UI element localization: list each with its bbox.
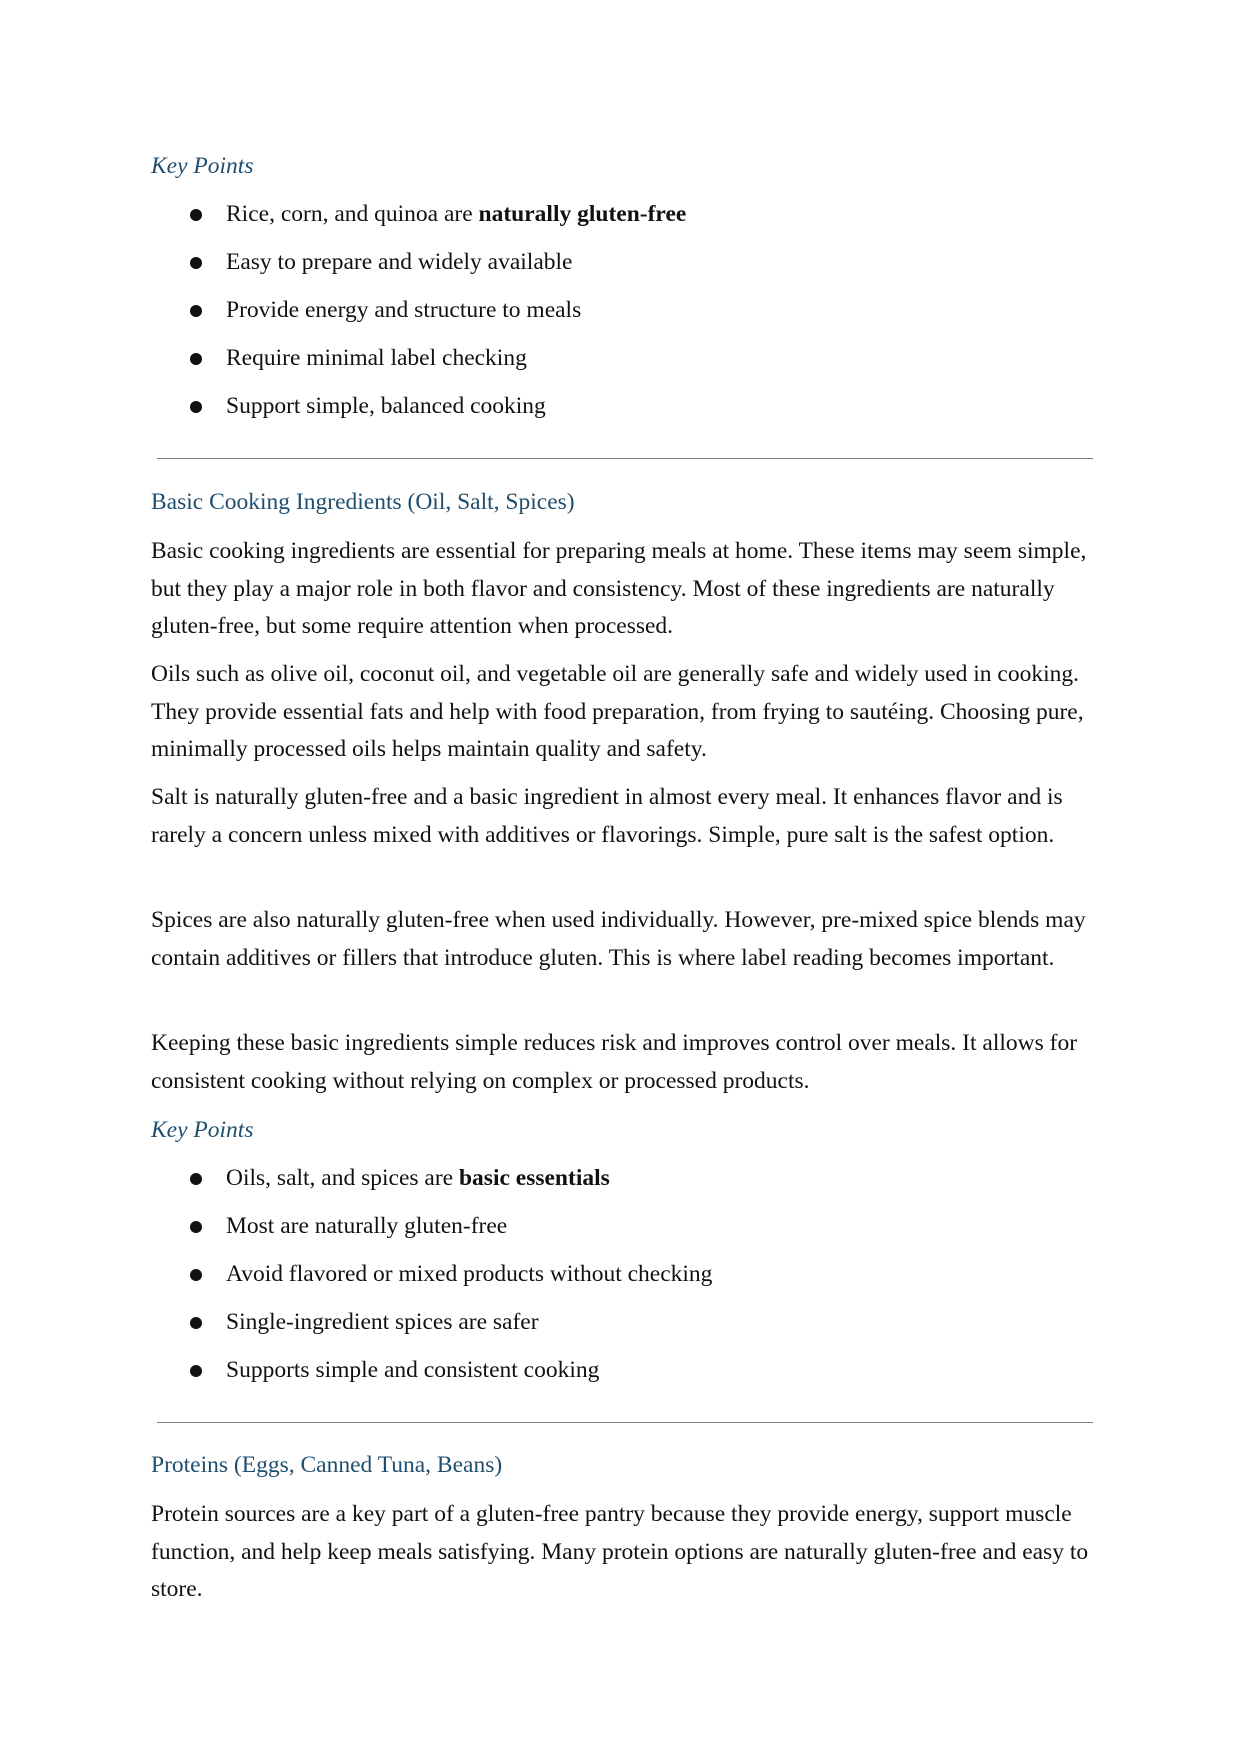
paragraph: Keeping these basic ingredients simple reduces risk and improves control over meals. It allows for consistent cooking without relying on complex or processed products.: [151, 1030, 1078, 1094]
bullet-icon: [190, 257, 202, 269]
bullet-text: Rice, corn, and quinoa are: [226, 201, 479, 227]
list-item: [151, 198, 1051, 246]
bullet-icon: [190, 1269, 202, 1281]
bullet-text: Single-ingredient spices are safer: [226, 1309, 539, 1335]
list-item: [151, 294, 1051, 342]
list-item: [151, 246, 1051, 294]
section-heading: Basic Cooking Ingredients (Oil, Salt, Spices): [151, 489, 575, 515]
horizontal-divider: [157, 458, 1093, 459]
list-item: [151, 390, 1051, 438]
bullet-text: Avoid flavored or mixed products without checking: [226, 1261, 713, 1287]
section-heading: Proteins (Eggs, Canned Tuna, Beans): [151, 1452, 503, 1478]
paragraph: Spices are also naturally gluten-free when used individually. However, pre-mixed spice blends may contain additives or fillers that introduce gluten. This is where label reading becomes important.: [151, 907, 1086, 971]
bullet-text: Oils, salt, and spices are: [226, 1165, 459, 1191]
list-item: [151, 1354, 1051, 1402]
bullet-icon: [190, 305, 202, 317]
bullet-text: Require minimal label checking: [226, 345, 527, 371]
list-item: [151, 1306, 1051, 1354]
bullet-icon: [190, 353, 202, 365]
bullet-text: Support simple, balanced cooking: [226, 393, 546, 419]
bullet-icon: [190, 1317, 202, 1329]
list-item: [151, 342, 1051, 390]
key-points-list: [151, 1162, 1051, 1402]
paragraph: Oils such as olive oil, coconut oil, and vegetable oil are generally safe and widely used in cooking. They provide essential fats and help with food preparation, from frying to sautéing. Choosing pure, minimally processed oils helps maintain quality and safety.: [151, 661, 1084, 763]
bullet-icon: [190, 401, 202, 413]
bullet-bold-text: naturally gluten-free: [478, 201, 687, 227]
bullet-text: Supports simple and consistent cooking: [226, 1357, 600, 1383]
key-points-label: Key Points: [151, 1117, 254, 1143]
bullet-text: Provide energy and structure to meals: [226, 297, 582, 323]
key-points-list: [151, 198, 1051, 438]
paragraph: Basic cooking ingredients are essential for preparing meals at home. These items may seem simple, but they play a major role in both flavor and consistency. Most of these ingredients are naturally gluten-free, but some require attention when processed.: [151, 538, 1087, 640]
bullet-icon: [190, 209, 202, 221]
bullet-text: Easy to prepare and widely available: [226, 249, 573, 275]
bullet-icon: [190, 1221, 202, 1233]
list-item: [151, 1162, 1051, 1210]
bullet-text: Most are naturally gluten-free: [226, 1213, 508, 1239]
bullet-bold-text: basic essentials: [458, 1165, 610, 1191]
horizontal-divider: [157, 1422, 1093, 1423]
list-item: [151, 1258, 1051, 1306]
key-points-label: Key Points: [151, 153, 254, 179]
bullet-icon: [190, 1365, 202, 1377]
bullet-icon: [190, 1173, 202, 1185]
paragraph: Protein sources are a key part of a gluten-free pantry because they provide energy, support muscle function, and help keep meals satisfying. Many protein options are naturally gluten-free and easy to store.: [151, 1501, 1089, 1603]
paragraph: Salt is naturally gluten-free and a basic ingredient in almost every meal. It enhances flavor and is rarely a concern unless mixed with additives or flavorings. Simple, pure salt is the safest option.: [151, 784, 1063, 848]
list-item: [151, 1210, 1051, 1258]
